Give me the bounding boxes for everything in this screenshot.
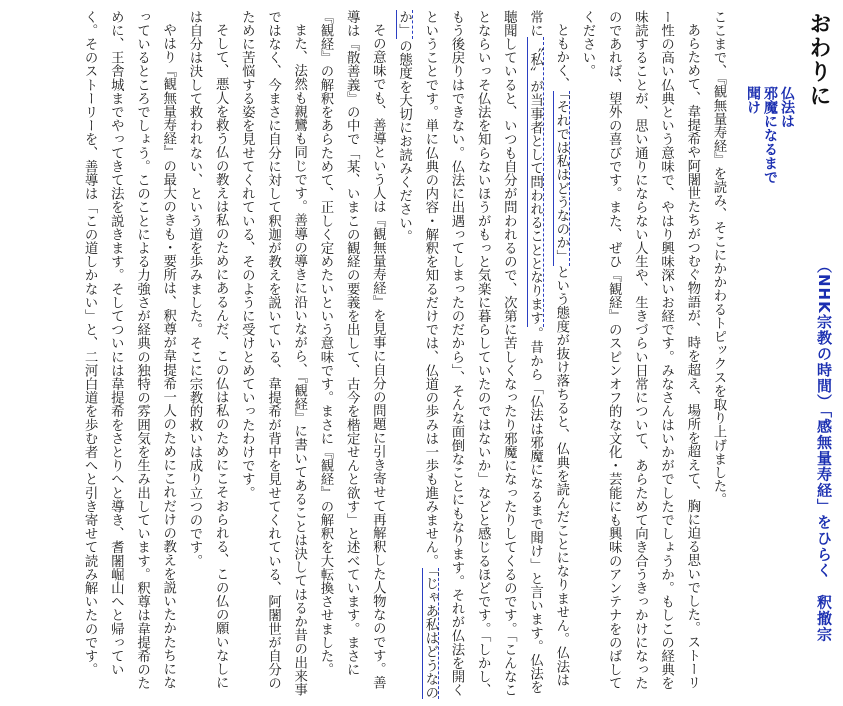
subtitle-line: 仏法は bbox=[779, 86, 795, 128]
text-run: の態度を大切にお読みください。 bbox=[396, 39, 412, 244]
paragraph bbox=[390, 10, 573, 700]
paragraph: その意味でも、善導という人は『観無量寿経』を見事に自分の問題に引き寄せて再解釈した人物なのです。善導は『散善義』の中で「某、いまこの観経の要義を出して、古今を楷定せんと欲す」と述べています。まさに『観経』の解釈をあらためて、正しく定めたいという意味です。まさに『観経』の解釈を大転換させました。 bbox=[317, 10, 386, 690]
text-run: という態度が抜け落ちると、仏典を読んだことになりません。仏法は常に bbox=[527, 10, 569, 688]
paragraph: また、法然も親鸞も同じです。善導の導きに沿いながら、『観経』に書いてあることは決してはるか昔の出来事ではなく、今まさに自分に対して釈迦が教えを説いている、韋提希が背中を見せてくれている、阿闍世が自分のために苦悩する姿を見せてくれている、そのように受けとめていったわけです。 bbox=[239, 10, 307, 697]
highlighted-phrase: 「それでは私はどうなのか」 bbox=[553, 93, 569, 264]
paragraph: ここまで、『観無量寿経』を読み、そこにかかわるトピックスを取り上げました。 bbox=[711, 10, 726, 507]
series-title: （NHK宗教の時間）「感無量寿経」をひらく 釈撤宗 bbox=[815, 258, 833, 643]
paragraph: あらためて、韋提希や阿闍世たちがつむぐ物語が、時を超え、場所を超えて、胸に迫る思いでした。ストーリー性の高い仏典という意味で、やはり興味深いお経です。みなさんはいかがでしたでしょうか。もしこの経典を味読することが、思い通りにならない人生や、生きづらい日常について、あらためて向き合うきっかけになったのであれば、望外の喜びです。また、ぜひ『観経』のスピンオフ的な文化・芸能にも興味のアンテナをのばしてください。 bbox=[579, 10, 700, 690]
text-run: ともかく、 bbox=[553, 23, 569, 92]
page-title: おわりに bbox=[806, 12, 831, 108]
subtitle-line: 聞け bbox=[745, 86, 761, 114]
highlighted-phrase: 「じゃあ私はどうなのか」 bbox=[396, 10, 438, 699]
section-subtitle bbox=[744, 86, 795, 184]
paragraph: やはり『観無量寿経』の最大のきも・要所は、釈尊が韋提希一人のためにこれだけの教えを説いたかたちになっているところでしょう。このことによる力強さが経典の独特の雰囲気を生み出しています。釈尊は韋提希のために、王舎城までやってきて法を説きます。そしてついには韋提希をさとりへと導き、耆闍崛山へと帰っていく。そのストーリーを、善導は「この道しかない」と、二河白道を歩む者へと引き寄せて読み解いたのです。 bbox=[82, 10, 176, 690]
paragraph: そして、悪人を救う仏の教えは私のためにあるんだ、この仏は私のためにこそおられる、この仏の願いなしには自分は決して救われない、という道を歩みました。そこに宗教的救いは成り立つのです。 bbox=[186, 10, 229, 690]
text-run: 。昔から「仏法は邪魔になるまで聞け」と言います。仏法を聴聞していると、いつも自分が問われるので、次第に苦しくなったり邪魔になったりしてくるのです。「こんなことならいっそ仏法を知らないほうがもっと気楽に暮らしていたのではないか」などと感じるほどです。「しかし、もう後戻りはできない。仏法に出遇ってしまったのだから」、そんな面倒なことにもなります。それが仏法を開くということです。単に仏典の内容・解釈を知るだけでは、仏道の歩みは一歩も進みません。 bbox=[422, 10, 543, 697]
body-text bbox=[3, 10, 731, 700]
subtitle-line: 邪魔になるまで bbox=[762, 86, 778, 184]
highlighted-phrase: 〝私〟が当事者として問われることとなります bbox=[527, 39, 543, 325]
